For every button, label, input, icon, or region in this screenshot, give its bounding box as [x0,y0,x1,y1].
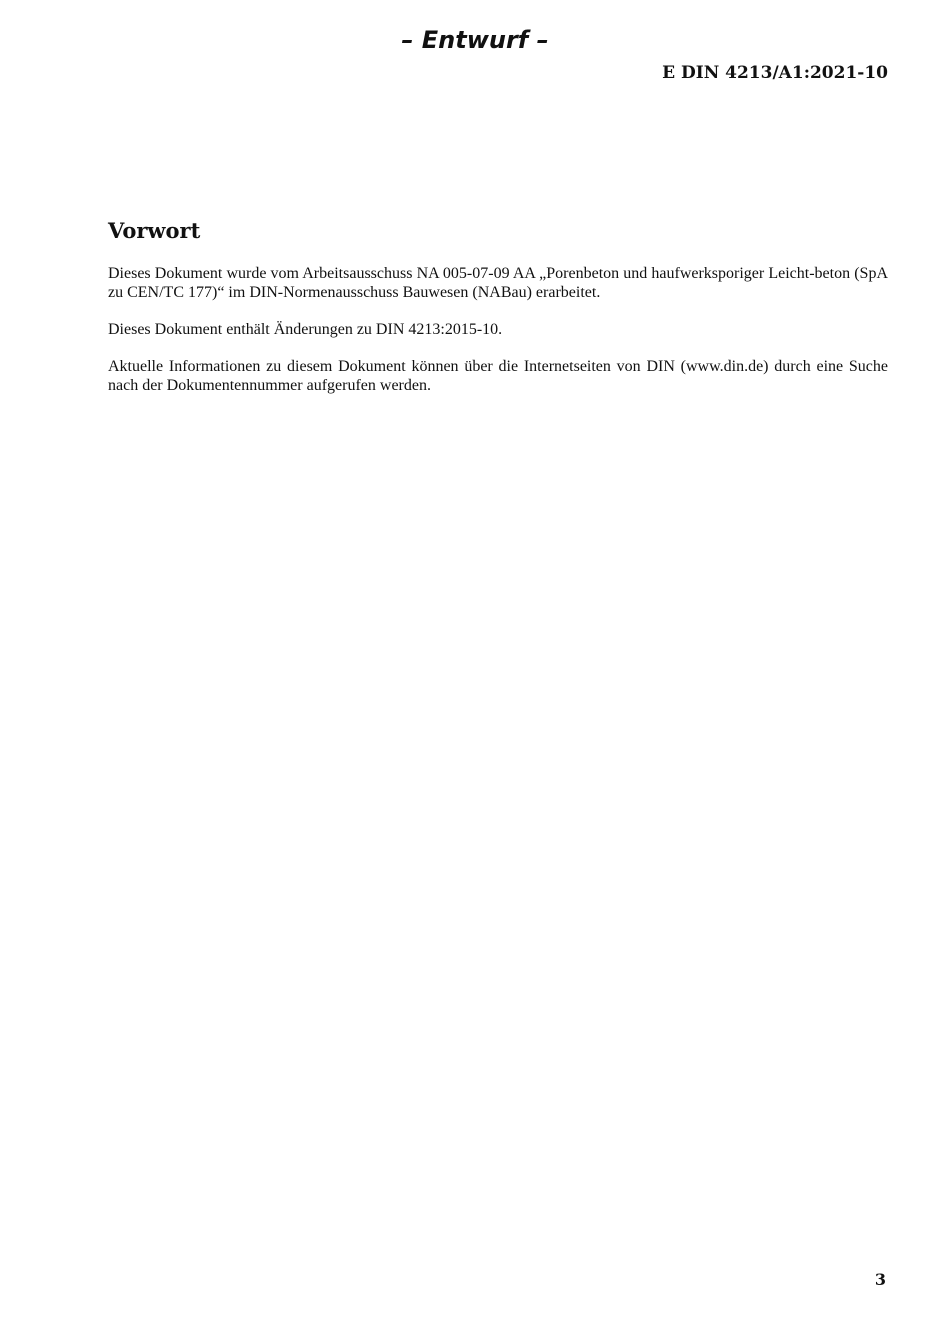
section-heading: Vorwort [108,218,201,243]
foreword-paragraph-3: Aktuelle Informationen zu diesem Dokument können über die Internetseiten von DIN (www.din.de) durch eine Suche nach der Dokumentennummer aufgerufen werden. [108,358,888,394]
foreword-paragraph-2: Dieses Dokument enthält Änderungen zu DIN 4213:2015-10. [108,321,503,338]
draft-banner: – Entwurf – [401,26,549,54]
foreword-section [108,216,888,413]
foreword-paragraph-1: Dieses Dokument wurde vom Arbeitsausschuss NA 005-07-09 AA „Porenbeton und haufwerksporiger Leicht-beton (SpA zu CEN/TC 177)“ im DIN-Normenausschuss Bauwesen (NABau) erarbeitet. [108,265,888,301]
page-number: 3 [874,1270,886,1289]
document-id: E DIN 4213/A1:2021-10 [662,63,888,83]
